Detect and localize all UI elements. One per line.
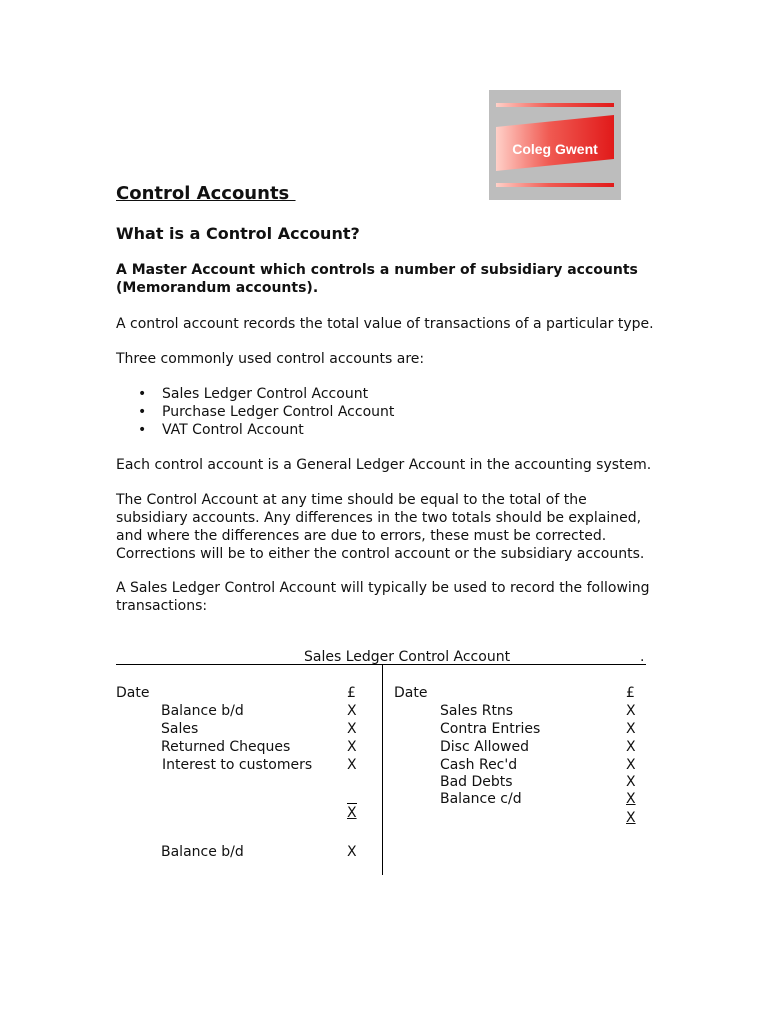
- left-carried-label: Balance b/d: [161, 844, 244, 860]
- control-accounts-list: [138, 385, 394, 439]
- right-row-amount: X: [626, 703, 636, 719]
- right-row-label: Disc Allowed: [440, 739, 529, 755]
- right-currency-header: £: [626, 685, 635, 701]
- paragraph-1: A control account records the total value of transactions of a particular type.: [116, 316, 654, 332]
- list-item: • Purchase Ledger Control Account: [138, 403, 394, 421]
- right-row-label: Sales Rtns: [440, 703, 514, 719]
- ledger-center-rule: [382, 665, 383, 875]
- left-currency-header: £: [347, 685, 356, 701]
- list-item: • VAT Control Account: [138, 421, 394, 439]
- right-row-amount: X: [626, 721, 636, 737]
- list-item: • Sales Ledger Control Account: [138, 385, 394, 403]
- right-row-amount: X: [626, 757, 636, 773]
- right-row-amount: X: [626, 739, 636, 755]
- right-row-label: Balance c/d: [440, 791, 522, 807]
- left-row-label: Sales: [161, 721, 199, 737]
- right-date-header: Date: [394, 685, 428, 701]
- ledger-top-rule: [116, 664, 646, 665]
- right-row-label: Bad Debts: [440, 774, 513, 790]
- left-date-header: Date: [116, 685, 150, 701]
- left-row-amount: X: [347, 703, 357, 719]
- left-total: X: [347, 805, 357, 821]
- college-logo: [489, 90, 621, 200]
- right-row-label: Contra Entries: [440, 721, 541, 737]
- left-row-amount: X: [347, 757, 357, 773]
- left-row-amount: X: [347, 739, 357, 755]
- left-row-amount: X: [347, 721, 357, 737]
- right-row-label: Cash Rec'd: [440, 757, 518, 773]
- intro-definition: A Master Account which controls a number of subsidiary accounts (Memorandum accounts).: [116, 262, 638, 296]
- paragraph-3: Each control account is a General Ledger Account in the accounting system.: [116, 457, 652, 473]
- left-row-label: Interest to customers: [162, 757, 313, 773]
- ledger-title: Sales Ledger Control Account: [304, 649, 511, 665]
- page-title: Control Accounts: [116, 183, 296, 204]
- logo-text: Coleg Gwent: [512, 141, 598, 157]
- left-row-label: Returned Cheques: [161, 739, 291, 755]
- right-row-amount: X: [626, 774, 636, 790]
- logo-graphic: [496, 97, 614, 193]
- right-total: X: [626, 810, 636, 826]
- section-question: What is a Control Account?: [116, 224, 360, 243]
- ledger-title-end: .: [640, 649, 645, 665]
- paragraph-4: The Control Account at any time should be equal to the total of the subsidiary accounts. Any differences in the two totals should be explained, and where the differences are due to errors, these must be corrected. Corrections will be to either the control account or the subsidiary accounts.: [116, 492, 645, 562]
- left-row-label: Balance b/d: [161, 703, 244, 719]
- left-carried-amount: X: [347, 844, 357, 860]
- paragraph-2: Three commonly used control accounts are:: [116, 351, 425, 367]
- right-row-amount: X: [626, 791, 636, 807]
- paragraph-5: A Sales Ledger Control Account will typically be used to record the following transactions:: [116, 580, 650, 614]
